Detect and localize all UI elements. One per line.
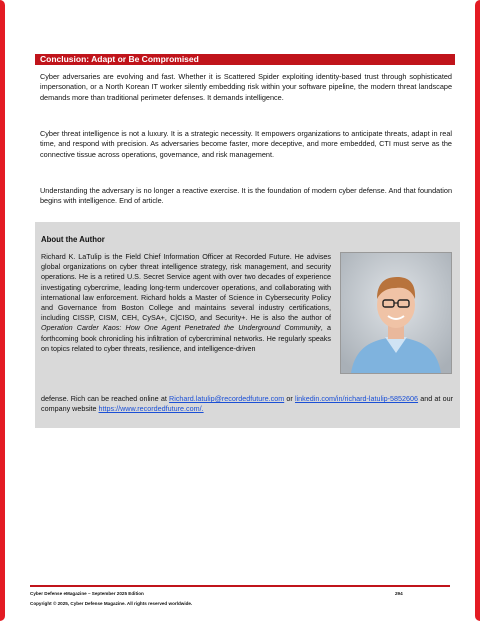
author-heading: About the Author: [41, 235, 105, 244]
paragraph-2: Cyber threat intelligence is not a luxury. It is a strategic necessity. It empowers organizations to anticipate threats, adapt in real time, and respond with precision. As adversaries become faster, more deceptive, and more embedded, CTI must serve as the connective tissue across operations, governance, and risk management.: [40, 129, 452, 159]
paragraph-1: Cyber adversaries are evolving and fast. Whether it is Scattered Spider exploiting identity-based trust through sophisticated impersonation, or a North Korean IT worker silently embedding risk within your software pipeline, the modern threat landscape demands more than traditional perimeter defenses. It demands intelligence.: [40, 72, 452, 102]
author-contact: [41, 394, 453, 414]
website-link[interactable]: https://www.recordedfuture.com/.: [98, 404, 204, 414]
author-bio-part1: Richard K. LaTulip is the Field Chief Information Officer at Recorded Future. He advises global organizations on cyber threat intelligence strategy, risk management, and security operations. He is a retired U.S. Secret Service agent with over two decades of experience investigating cybercrime, leading long-term undercover operations, and collaborating with international law enforcement. Richard holds a Master of Science in Cybersecurity Policy and Governance from Boston College and maintains several industry certifications, including CISSP, CISM, CEH, CySA+, C|CISO, and Security+. He is also the author of: [41, 252, 331, 323]
contact-mid: or: [284, 394, 295, 403]
footer-divider: [30, 585, 450, 587]
contact-prefix: defense. Rich can be reached online at: [41, 394, 170, 403]
about-author-box: [35, 222, 460, 428]
author-bio-part2: , a forthcoming book chronicling his infiltration of cybercriminal networks. He regularly speaks on topics related to cyber threats, resilience, and intelligence-driven: [41, 323, 331, 353]
paragraph-3: Understanding the adversary is no longer a reactive exercise. It is the foundation of modern cyber defense. And that foundation begins with intelligence. End of article.: [40, 186, 452, 206]
book-title: Operation Carder Kaos: How One Agent Penetrated the Underground Community: [41, 323, 321, 333]
author-bio: [41, 252, 331, 354]
author-headshot: [340, 252, 452, 374]
email-link[interactable]: Richard.latulip@recordedfuture.com: [169, 394, 285, 403]
linkedin-link[interactable]: linkedin.com/in/richard-latulip-5852606: [294, 394, 419, 403]
contact-mid2: and at our company website: [41, 394, 453, 414]
right-accent-bar: [475, 0, 480, 621]
section-title: Conclusion: Adapt or Be Compromised: [35, 54, 455, 65]
left-accent-bar: [0, 0, 5, 621]
author-photo-icon: [341, 253, 451, 373]
page-number: 294: [395, 591, 403, 596]
footer-edition: Cyber Defense eMagazine – September 2025 Edition: [30, 591, 144, 596]
footer-copyright: Copyright © 2025, Cyber Defense Magazine. All rights reserved worldwide.: [30, 601, 193, 606]
